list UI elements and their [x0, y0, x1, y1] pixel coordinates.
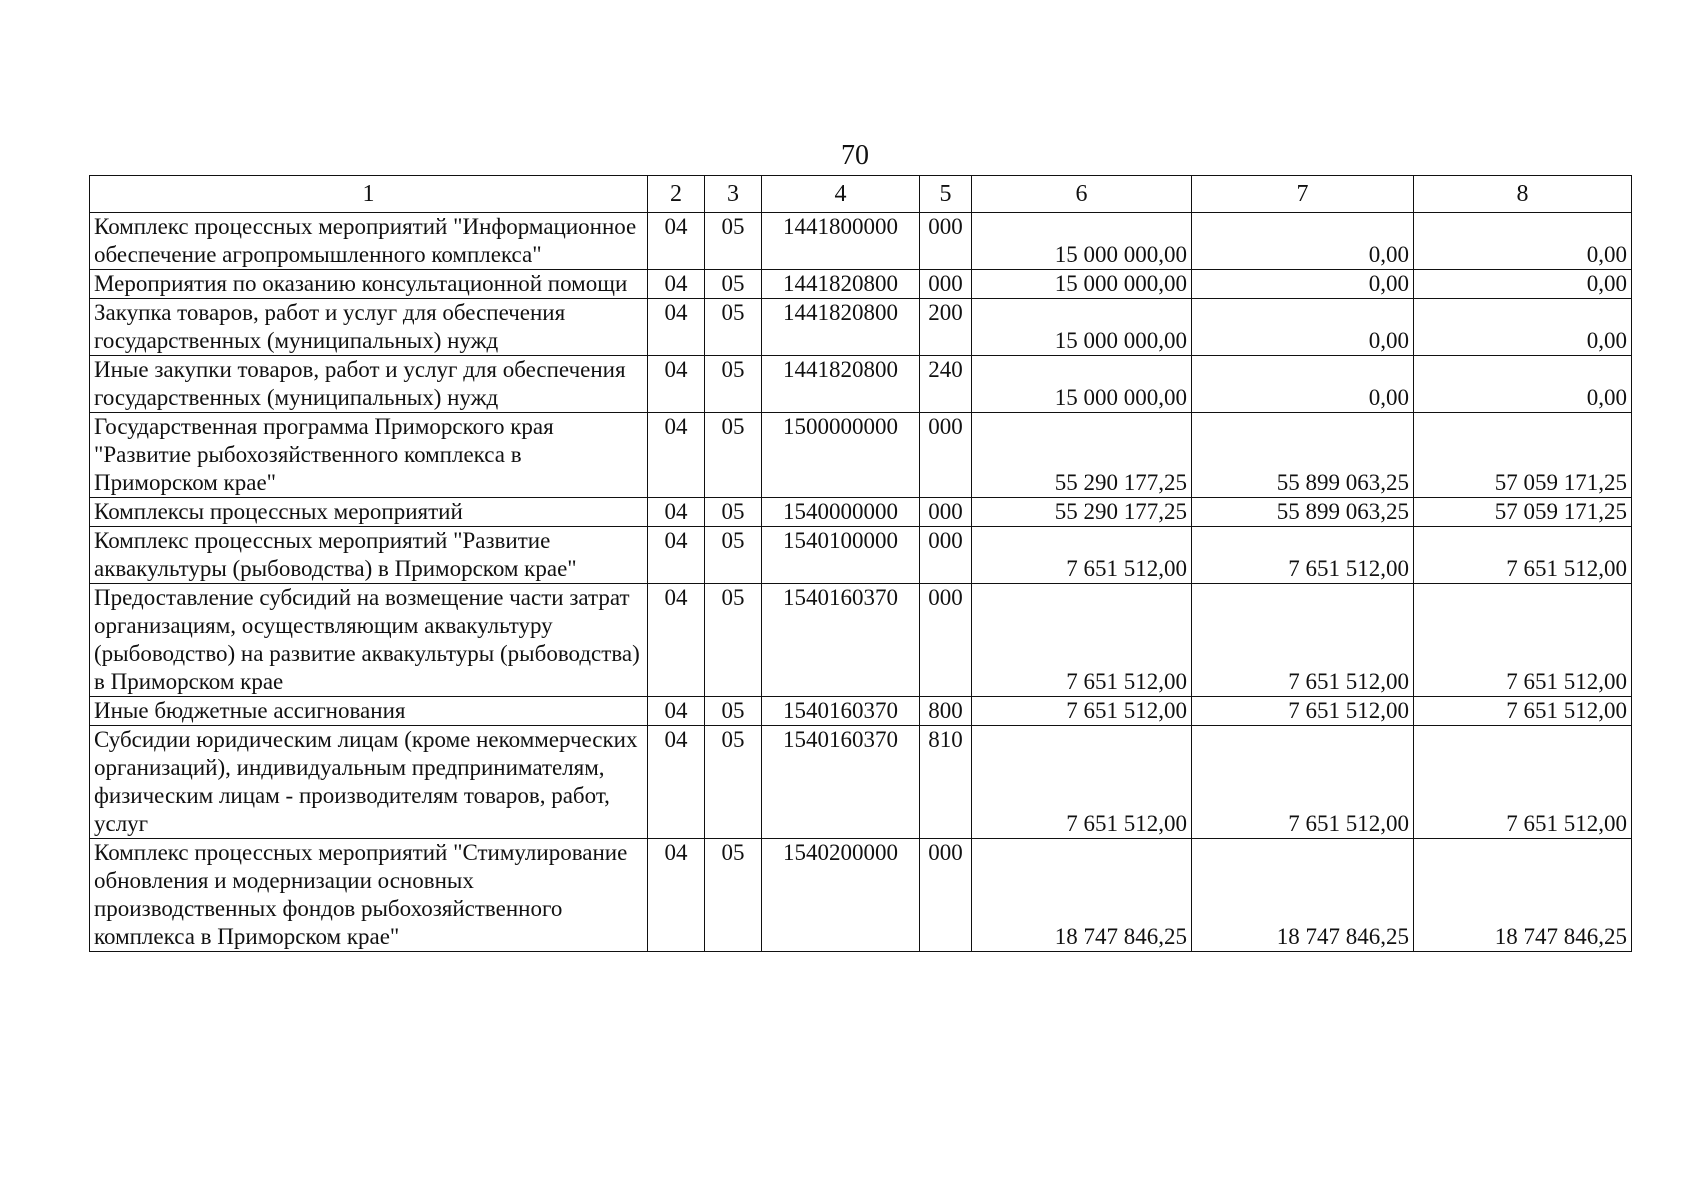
- table-row: [90, 413, 1632, 498]
- subsection-code: 05: [705, 270, 762, 299]
- amount-col-6: 15 000 000,00: [972, 356, 1192, 413]
- amount-col-7: 0,00: [1192, 356, 1414, 413]
- expense-type-code: 200: [920, 299, 972, 356]
- target-article-code: 1441820800: [762, 356, 920, 413]
- subsection-code: 05: [705, 299, 762, 356]
- amount-col-6: 15 000 000,00: [972, 270, 1192, 299]
- subsection-code: 05: [705, 413, 762, 498]
- section-code: 04: [648, 527, 705, 584]
- row-name: Мероприятия по оказанию консультационной помощи: [90, 270, 648, 299]
- amount-col-8: 0,00: [1414, 270, 1632, 299]
- table-row: [90, 299, 1632, 356]
- row-name: Государственная программа Приморского края "Развитие рыбохозяйственного комплекса в Приморском крае": [90, 413, 648, 498]
- amount-col-7: 0,00: [1192, 270, 1414, 299]
- target-article-code: 1540160370: [762, 697, 920, 726]
- amount-col-8: 7 651 512,00: [1414, 584, 1632, 697]
- target-article-code: 1500000000: [762, 413, 920, 498]
- table-row: [90, 270, 1632, 299]
- row-name: Иные бюджетные ассигнования: [90, 697, 648, 726]
- target-article-code: 1441820800: [762, 270, 920, 299]
- amount-col-7: 7 651 512,00: [1192, 697, 1414, 726]
- target-article-code: 1540160370: [762, 584, 920, 697]
- target-article-code: 1540160370: [762, 726, 920, 839]
- row-name: Комплексы процессных мероприятий: [90, 498, 648, 527]
- subsection-code: 05: [705, 697, 762, 726]
- amount-col-8: 7 651 512,00: [1414, 697, 1632, 726]
- section-code: 04: [648, 498, 705, 527]
- amount-col-6: 55 290 177,25: [972, 413, 1192, 498]
- column-header-2: 2: [648, 176, 705, 213]
- table-row: [90, 498, 1632, 527]
- section-code: 04: [648, 584, 705, 697]
- amount-col-8: 0,00: [1414, 356, 1632, 413]
- column-header-5: 5: [920, 176, 972, 213]
- expense-type-code: 240: [920, 356, 972, 413]
- amount-col-6: 55 290 177,25: [972, 498, 1192, 527]
- amount-col-6: 15 000 000,00: [972, 299, 1192, 356]
- amount-col-8: 0,00: [1414, 213, 1632, 270]
- row-name: Комплекс процессных мероприятий "Стимулирование обновления и модернизации основных производственных фондов рыбохозяйственного комплекса в Приморском крае": [90, 839, 648, 952]
- column-header-3: 3: [705, 176, 762, 213]
- row-name: Комплекс процессных мероприятий "Развитие аквакультуры (рыбоводства) в Приморском крае": [90, 527, 648, 584]
- expense-type-code: 000: [920, 839, 972, 952]
- amount-col-6: 7 651 512,00: [972, 697, 1192, 726]
- budget-table: [89, 175, 1632, 952]
- amount-col-6: 15 000 000,00: [972, 213, 1192, 270]
- subsection-code: 05: [705, 584, 762, 697]
- amount-col-7: 7 651 512,00: [1192, 527, 1414, 584]
- subsection-code: 05: [705, 498, 762, 527]
- section-code: 04: [648, 213, 705, 270]
- amount-col-7: 55 899 063,25: [1192, 498, 1414, 527]
- expense-type-code: 810: [920, 726, 972, 839]
- table-row: [90, 356, 1632, 413]
- subsection-code: 05: [705, 726, 762, 839]
- column-header-8: 8: [1414, 176, 1632, 213]
- column-header-6: 6: [972, 176, 1192, 213]
- amount-col-7: 55 899 063,25: [1192, 413, 1414, 498]
- amount-col-7: 0,00: [1192, 299, 1414, 356]
- section-code: 04: [648, 697, 705, 726]
- amount-col-7: 18 747 846,25: [1192, 839, 1414, 952]
- target-article-code: 1441800000: [762, 213, 920, 270]
- section-code: 04: [648, 356, 705, 413]
- section-code: 04: [648, 839, 705, 952]
- section-code: 04: [648, 413, 705, 498]
- table-row: [90, 839, 1632, 952]
- subsection-code: 05: [705, 356, 762, 413]
- table-row: [90, 584, 1632, 697]
- amount-col-7: 7 651 512,00: [1192, 726, 1414, 839]
- subsection-code: 05: [705, 527, 762, 584]
- amount-col-8: 57 059 171,25: [1414, 413, 1632, 498]
- header-row: [90, 176, 1632, 213]
- row-name: Закупка товаров, работ и услуг для обеспечения государственных (муниципальных) нужд: [90, 299, 648, 356]
- target-article-code: 1540100000: [762, 527, 920, 584]
- expense-type-code: 000: [920, 498, 972, 527]
- page-number: 70: [841, 140, 869, 171]
- amount-col-8: 7 651 512,00: [1414, 726, 1632, 839]
- row-name: Комплекс процессных мероприятий "Информационное обеспечение агропромышленного комплекса": [90, 213, 648, 270]
- target-article-code: 1540000000: [762, 498, 920, 527]
- table-row: [90, 213, 1632, 270]
- column-header-7: 7: [1192, 176, 1414, 213]
- amount-col-7: 7 651 512,00: [1192, 584, 1414, 697]
- expense-type-code: 000: [920, 213, 972, 270]
- subsection-code: 05: [705, 213, 762, 270]
- section-code: 04: [648, 270, 705, 299]
- section-code: 04: [648, 299, 705, 356]
- row-name: Субсидии юридическим лицам (кроме некоммерческих организаций), индивидуальным предпринимателям, физическим лицам - производителям товаров, работ, услуг: [90, 726, 648, 839]
- expense-type-code: 000: [920, 584, 972, 697]
- expense-type-code: 000: [920, 413, 972, 498]
- target-article-code: 1540200000: [762, 839, 920, 952]
- table-row: [90, 726, 1632, 839]
- amount-col-6: 7 651 512,00: [972, 527, 1192, 584]
- amount-col-6: 18 747 846,25: [972, 839, 1192, 952]
- amount-col-8: 18 747 846,25: [1414, 839, 1632, 952]
- expense-type-code: 000: [920, 527, 972, 584]
- column-header-1: 1: [90, 176, 648, 213]
- amount-col-7: 0,00: [1192, 213, 1414, 270]
- row-name: Иные закупки товаров, работ и услуг для обеспечения государственных (муниципальных) нужд: [90, 356, 648, 413]
- amount-col-8: 57 059 171,25: [1414, 498, 1632, 527]
- amount-col-8: 0,00: [1414, 299, 1632, 356]
- expense-type-code: 000: [920, 270, 972, 299]
- table-row: [90, 697, 1632, 726]
- amount-col-6: 7 651 512,00: [972, 584, 1192, 697]
- section-code: 04: [648, 726, 705, 839]
- amount-col-8: 7 651 512,00: [1414, 527, 1632, 584]
- column-header-4: 4: [762, 176, 920, 213]
- row-name: Предоставление субсидий на возмещение части затрат организациям, осуществляющим аквакультуру (рыбоводство) на развитие аквакультуры (рыбоводства) в Приморском крае: [90, 584, 648, 697]
- table-row: [90, 527, 1632, 584]
- amount-col-6: 7 651 512,00: [972, 726, 1192, 839]
- target-article-code: 1441820800: [762, 299, 920, 356]
- expense-type-code: 800: [920, 697, 972, 726]
- subsection-code: 05: [705, 839, 762, 952]
